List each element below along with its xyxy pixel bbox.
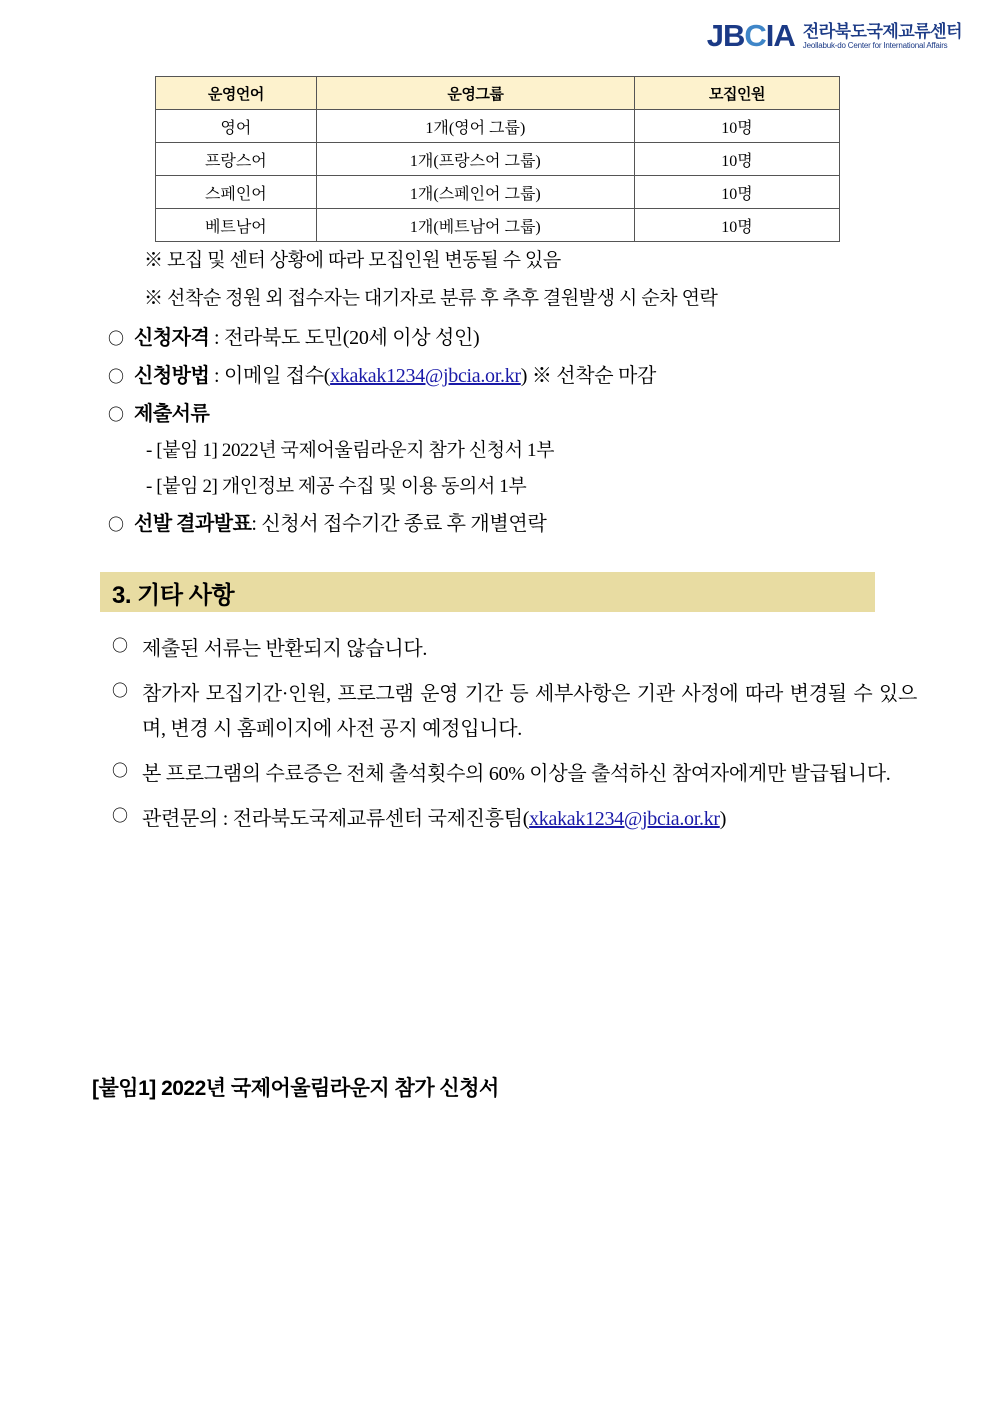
contact-suffix: ) [719,808,727,830]
method-prefix: : 이메일 접수( [209,365,331,387]
circle-bullet-icon: 〇 [112,681,129,700]
table-cell-group: 1개(프랑스어 그룹) [316,143,634,176]
qualification-label: 신청자격 [134,327,210,349]
note-waitlist: ※ 선착순 정원 외 접수자는 대기자로 분류 후 추후 결원발생 시 순차 연락 [144,288,718,309]
other-matters-list [112,632,917,847]
item-documents [108,397,908,426]
item-qualification [108,321,908,350]
note-quota-change: ※ 모집 및 센터 상황에 따라 모집인원 변동될 수 있음 [144,250,561,271]
table-row [156,176,840,209]
method-label: 신청방법 [134,365,210,387]
document-item-2: - [붙임 2] 개인정보 제공 수집 및 이용 동의서 1부 [146,476,527,497]
table-cell-language: 영어 [156,110,317,143]
table-header-language: 운영언어 [156,77,317,110]
logo-name-en: Jeollabuk-do Center for International Affairs [802,40,948,50]
other-item-2: 참가자 모집기간·인원, 프로그램 운영 기간 등 세부사항은 기관 사정에 따라 변경될 수 있으며, 변경 시 홈페이지에 사전 공지 예정입니다. [142,683,917,740]
email-link-contact[interactable]: xkakak1234@jbcia.or.kr [529,808,720,830]
section-heading-other [100,572,875,612]
circle-bullet-icon: 〇 [112,761,129,780]
logo-mark-jb: JB [706,18,745,53]
circle-bullet-icon: 〇 [108,367,124,386]
jbcia-logo [707,20,962,51]
table-cell-group: 1개(스페인어 그룹) [316,176,634,209]
result-label: 선발 결과발표 [134,513,252,535]
logo-name-block [803,23,962,51]
email-link-apply[interactable]: xkakak1234@jbcia.or.kr [330,365,521,387]
documents-label: 제출서류 [134,403,210,425]
logo-name-kr: 전라북도국제교류센터 [802,21,962,41]
logo-mark-c: C [744,18,766,53]
item-result [108,507,908,536]
table-cell-quota: 10명 [634,176,839,209]
table-row [156,209,840,242]
logo-wordmark [707,20,795,51]
circle-bullet-icon: 〇 [108,515,124,534]
qualification-value: : 전라북도 도민(20세 이상 성인) [209,327,480,349]
list-item [112,757,917,792]
section-heading-text: 3. 기타 사항 [112,581,235,609]
other-item-3: 본 프로그램의 수료증은 전체 출석횟수의 60% 이상을 출석하신 참여자에게만 발급됩니다. [142,763,891,785]
table-cell-group: 1개(베트남어 그룹) [316,209,634,242]
logo-mark-ia: IA [765,18,795,53]
method-suffix: ) ※ 선착순 마감 [520,365,657,387]
item-method [108,359,908,388]
recruitment-table [155,76,840,242]
table-cell-language: 베트남어 [156,209,317,242]
table-cell-quota: 10명 [634,110,839,143]
circle-bullet-icon: 〇 [112,806,129,825]
list-item [112,677,917,747]
attachment-caption: [붙임1] 2022년 국제어울림라운지 참가 신청서 [92,1077,499,1100]
circle-bullet-icon: 〇 [108,329,124,348]
table-header-group: 운영그룹 [316,77,634,110]
circle-bullet-icon: 〇 [112,636,129,655]
other-item-1: 제출된 서류는 반환되지 않습니다. [142,638,428,660]
application-details [108,245,908,545]
table-cell-language: 프랑스어 [156,143,317,176]
table-header-quota: 모집인원 [634,77,839,110]
contact-line [142,802,917,837]
result-value: : 신청서 접수기간 종료 후 개별연락 [251,513,547,535]
table-header-row [156,77,840,110]
table-row [156,143,840,176]
table-cell-quota: 10명 [634,209,839,242]
table-cell-group: 1개(영어 그룹) [316,110,634,143]
list-item-contact [112,802,917,837]
circle-bullet-icon: 〇 [108,405,124,424]
table-row [156,110,840,143]
table-cell-language: 스페인어 [156,176,317,209]
table-cell-quota: 10명 [634,143,839,176]
list-item [112,632,917,667]
document-item-1: - [붙임 1] 2022년 국제어울림라운지 참가 신청서 1부 [146,440,555,461]
contact-prefix: 관련문의 : 전라북도국제교류센터 국제진흥팀( [142,808,530,830]
